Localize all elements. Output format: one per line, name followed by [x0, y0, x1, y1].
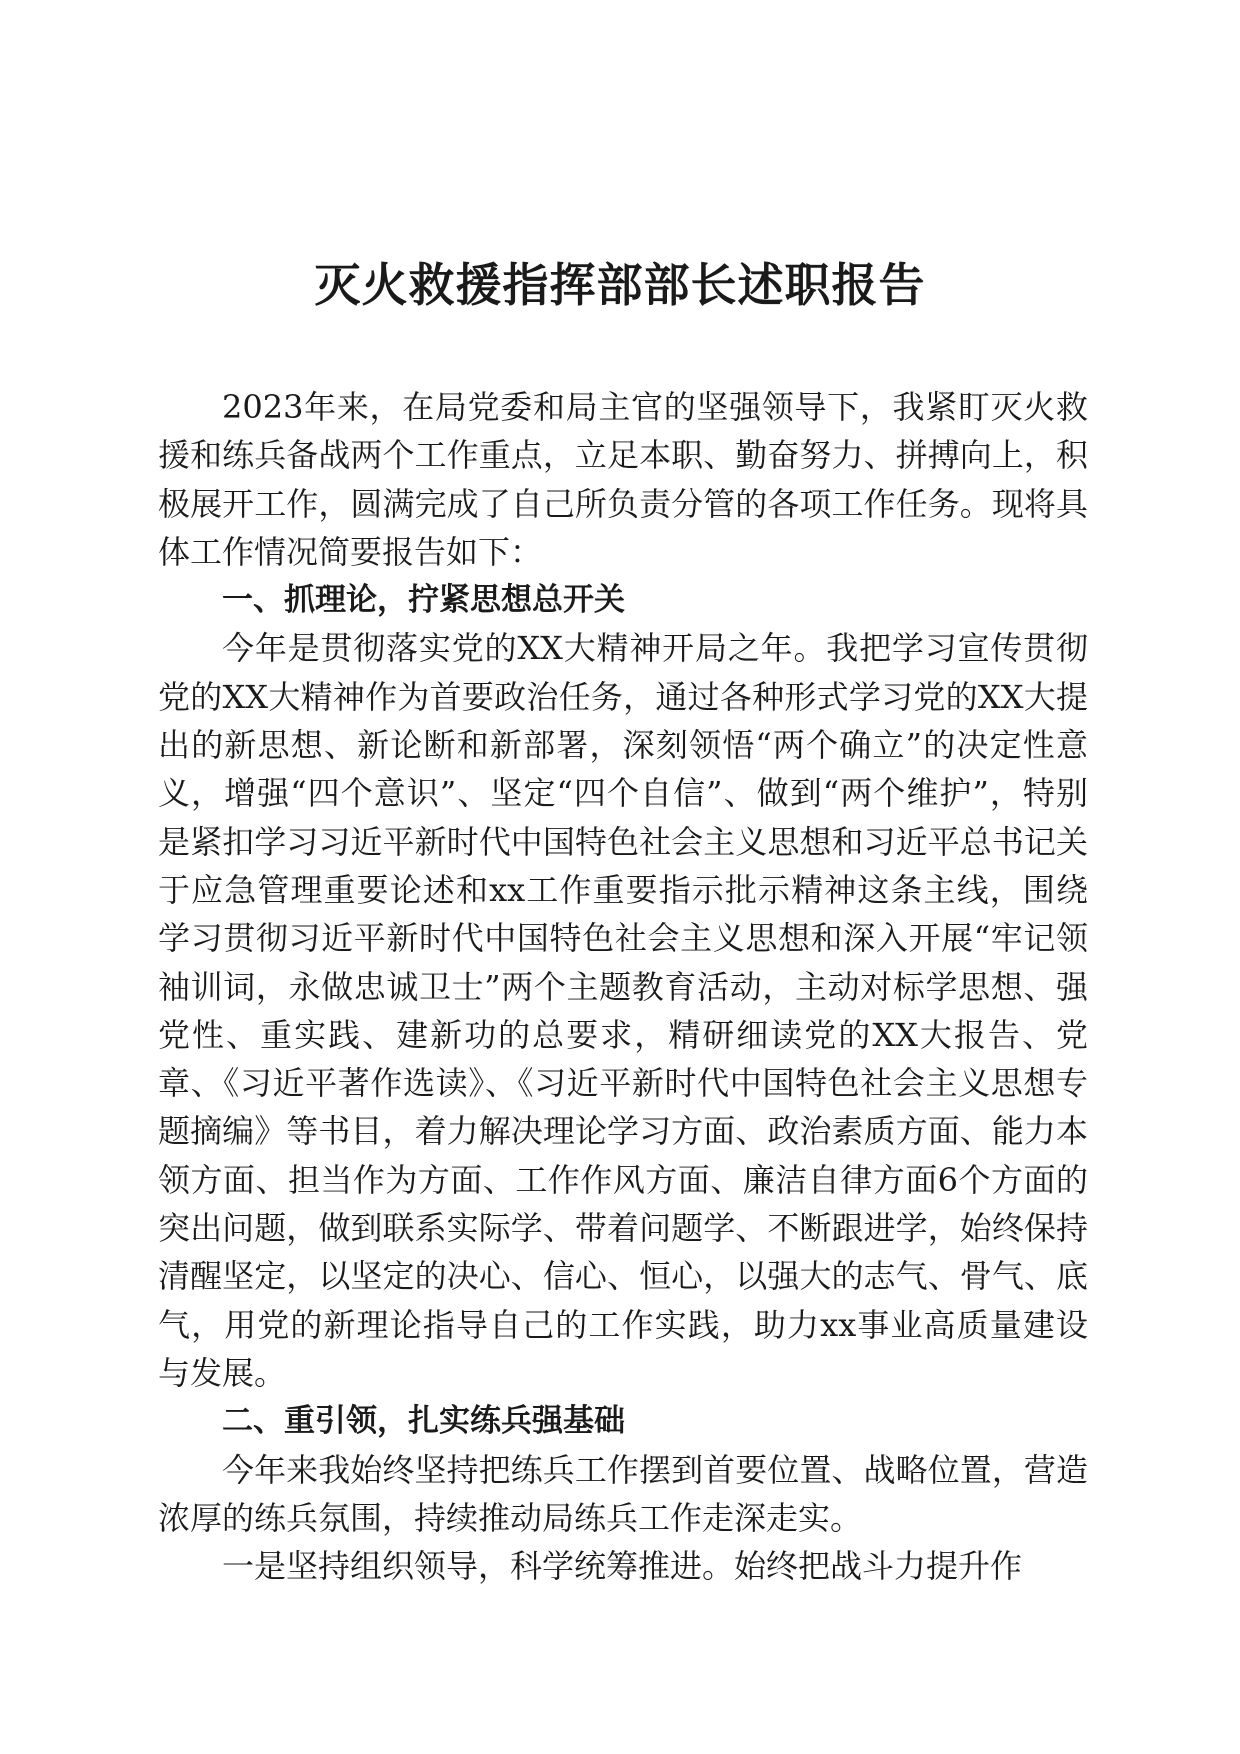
section-2-paragraph-1: 今年来我始终坚持把练兵工作摆到首要位置、战略位置，营造浓厚的练兵氛围，持续推动局练兵工作走深走实。	[158, 1450, 1088, 1537]
document-title: 灭火救援指挥部部长述职报告	[314, 258, 926, 312]
document-body	[158, 383, 1088, 1590]
section-2-paragraph-2: 一是坚持组织领导，科学统筹推进。始终把战斗力提升作	[222, 1547, 1023, 1586]
intro-paragraph: 2023年来，在局党委和局主官的坚强领导下，我紧盯灭火救援和练兵备战两个工作重点，立足本职、勤奋努力、拼搏向上，积极展开工作，圆满完成了自己所负责分管的各项工作任务。现将具体工作情况简要报告如下：	[158, 388, 1088, 571]
section-2-heading: 二、重引领，扎实练兵强基础	[222, 1403, 625, 1440]
section-1-heading: 一、抓理论，拧紧思想总开关	[222, 582, 625, 619]
section-1-paragraph: 今年是贯彻落实党的XX大精神开局之年。我把学习宣传贯彻党的XX大精神作为首要政治任务，通过各种形式学习党的XX大提出的新思想、新论断和新部署，深刻领悟“两个确立”的决定性意义，增强“四个意识”、坚定“四个自信”、做到“两个维护”，特别是紧扣学习习近平新时代中国特色社会主义思想和习近平总书记关于应急管理重要论述和xx工作重要指示批示精神这条主线，围绕学习贯彻习近平新时代中国特色社会主义思想和深入开展“牢记领袖训词，永做忠诚卫士”两个主题教育活动，主动对标学思想、强党性、重实践、建新功的总要求，精研细读党的XX大报告、党章、《习近平著作选读》、《习近平新时代中国特色社会主义思想专题摘编》等书目，着力解决理论学习方面、政治素质方面、能力本领方面、担当作为方面、工作作风方面、廉洁自律方面6个方面的突出问题，做到联系实际学、带着问题学、不断跟进学，始终保持清醒坚定，以坚定的决心、信心、恒心，以强大的志气、骨气、底气，用党的新理论指导自己的工作实践，助力xx事业高质量建设与发展。	[158, 629, 1088, 1392]
